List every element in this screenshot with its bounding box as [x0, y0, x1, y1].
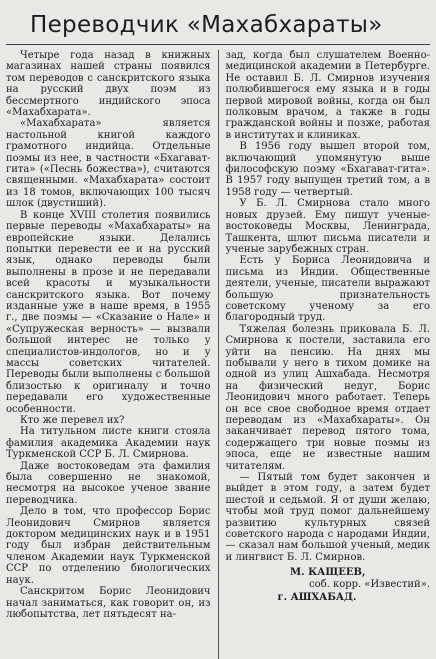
paragraph: Дело в том, что профессор Борис Леонидович Смирнов является доктором медицинских наук и в 1951 году был избран действительным членом Академии наук Туркменской ССР по отделению биологических наук.	[6, 506, 211, 586]
paragraph: — Пятый том будет закончен и выйдет в этом году, а затем будет шестой и седьмой. Я от души желаю, чтобы мой труд помог дальнейшему развитию культурных связей советского народа с народами Индии, — сказал нам большой ученый, медик и лингвист Б. Л. Смирнов.	[225, 472, 430, 563]
paragraph: Есть у Бориса Леонидовича и письма из Индии. Общественные деятели, ученые, писатели выражают большую признательность советскому ученому за его благородный труд.	[225, 255, 430, 324]
article-body	[6, 50, 430, 659]
paragraph: «Махабхарата» является настольной книгой каждого грамотного индийца. Отдельные поэмы из нее, в частности «Бхагават-гита» («Песнь божества»), считаются священными. «Махабхарата» состоит из 18 томов, включающих 100 тысяч шлок (двустиший).	[6, 118, 211, 210]
paragraph: У Б. Л. Смирнова стало много новых друзей. Ему пишут ученые-востоковеды Москвы, Ленинграда, Ташкента, шлют письма писатели и ученые зарубежных стран.	[225, 198, 430, 255]
paragraph: В 1956 году вышел второй том, включающий упомянутую выше философскую поэму «Бхагават-гита». В 1957 году выпущен третий том, а в 1958 году — четвертый.	[225, 141, 430, 198]
paragraph: Даже востоковедам эта фамилия была совершенно не знакомой, несмотря на высокое ученое звание переводчика.	[6, 460, 211, 506]
paragraph: Тяжелая болезнь приковала Б. Л. Смирнова к постели, заставила его уйти на пенсию. На днях мы побывали у него в тихом домике на одной из улиц Ашхабада. Несмотря на физический недуг, Борис Леонидович много работает. Теперь он все свое свободное время отдает переводам из «Махабхараты». Он заканчивает перевод пятого тома, содержащего три новые поэмы из эпоса, еще не известные нашим читателям.	[225, 323, 430, 472]
dateline-place: г. АШХАБАД.	[277, 592, 357, 604]
paragraph: Санскритом Борис Леонидович начал заниматься, как говорит он, из любопытства, лет пятьдесят на-	[6, 586, 211, 620]
paragraph: зад, когда был слушателем Военно-медицинской академии в Петербурге. Не оставил Б. Л. Смирнов изучения полюбившегося ему языка и в годы первой мировой войны, когда он был полковым врачом, а также в годы гражданской войны и позже, работая в институтах и клиниках.	[225, 50, 430, 141]
author-role: соб. корр. «Известий».	[308, 579, 430, 591]
title-rule	[6, 44, 430, 45]
right-column	[218, 50, 431, 659]
paragraph: Кто же перевел их?	[20, 415, 125, 426]
left-column	[6, 50, 218, 659]
paragraph: В конце XVIII столетия появились первые переводы «Махабхараты» на европейские языки. Делались попытки перевести ее и на русский язык, однако переводы были выполнены в прозе и не передавали всей красоты и музыкальности санскритского языка. Вот почему изданные уже в наше время, в 1955 г., две поэмы — «Сказание о Нале» и «Супружеская верность» — вызвали большой интерес не только у специалистов-индологов, но и у массы советских читателей. Переводы были выполнены с большой близостью к оригиналу и точно передавали его художественные особенности.	[6, 209, 211, 415]
byline	[226, 567, 431, 604]
article-title: Переводчик «Махабхараты»	[30, 12, 383, 38]
author-name: М. КАЩЕЕВ,	[290, 567, 366, 579]
paragraph: Четыре года назад в книжных магазинах нашей страны появился том переводов с санскритского языка на русский двух поэм из бессмертного индийского эпоса «Махабхарата».	[6, 50, 211, 119]
paragraph: На титульном листе книги стояла фамилия академика Академии наук Туркменской ССР Б. Л. Смирнова.	[6, 426, 211, 461]
